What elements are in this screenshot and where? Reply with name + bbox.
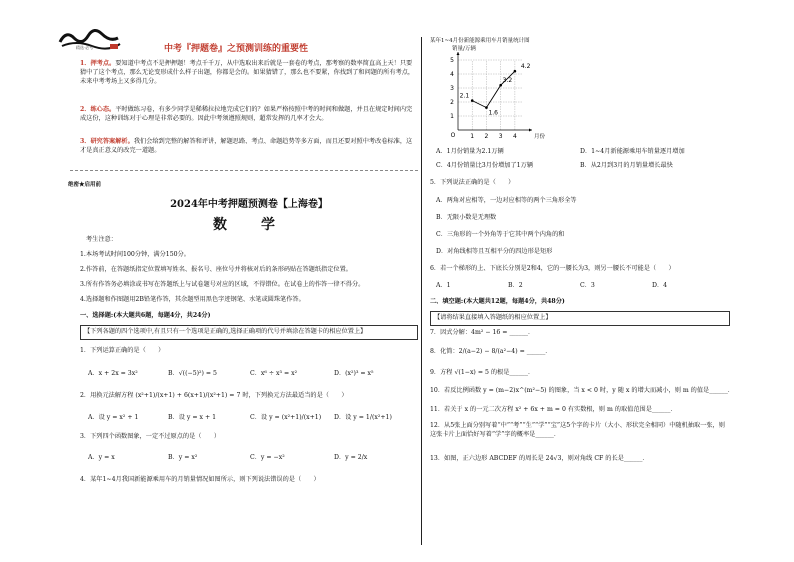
section2-instruction: 【请将结果直接填入答题纸的相应位置上】: [430, 311, 730, 326]
q4-stem: 4．某年1~4月我国新能源乘用车的月销量情况如图所示，则下列说法错误的是（ ）: [80, 476, 320, 483]
q5-opt-b: B．无限小数是无理数: [436, 214, 497, 221]
x-axis-label: 月份: [534, 134, 546, 140]
sales-line-chart: [440, 52, 570, 142]
header-title: 中考『押题卷』之预测训练的重要性: [164, 44, 309, 54]
y-tick-label: 1: [450, 113, 454, 120]
data-point: [499, 84, 502, 87]
origin-label: O: [450, 132, 456, 139]
note-1: 1.本场考试时间100分钟，满分150分。: [80, 251, 190, 258]
q1-opt-a: A．x + 2x = 3x²: [88, 370, 138, 377]
tip-3-text: 我们会给到完整的解答和评讲，解题思路、考点、命题趋势等多方面，而且还要对照中考改卷标准，这才是真正意义的改完一道题。: [80, 138, 413, 154]
note-3: 3.所有作答务必填涂或书写在答题纸上与试卷题号对应的区域，不得错位。在试卷上的作答一律不得分。: [80, 281, 365, 288]
y-tick-label: 4: [450, 71, 454, 78]
q2-opt-b: B．设 y = x + 1: [168, 414, 217, 421]
x-axis-arrow-icon: [529, 129, 532, 132]
x-tick-label: 4: [512, 133, 517, 140]
q3-stem: 3．下列四个函数图象，一定不过原点的是（ ）: [80, 433, 221, 440]
y-tick-label: 2: [450, 99, 454, 106]
notes-title: 考生注意：: [86, 236, 117, 243]
q2-stem: 2．用换元法解方程 (x²+1)/(x+1) + 6(x+1)/(x²+1) = 7 时，下列换元方法最适当的是（ ）: [80, 392, 348, 399]
data-point: [485, 106, 488, 109]
q3-opt-d: D．y = 2/x: [334, 454, 368, 461]
q3-opt-a: A．y = x: [88, 454, 115, 461]
note-2: 2.作答前，在答题纸指定位置填写姓名、报名号、座位号并将核对后的条形码贴在答题纸指定位置。: [80, 266, 352, 273]
x-tick-label: 1: [470, 133, 475, 140]
data-point: [471, 99, 474, 102]
q6-opt-d: D．4: [652, 282, 668, 289]
y-tick-label: 3: [450, 85, 454, 92]
note-4: 4.选择题和作图题用2B铅笔作答，其余题型用黑色字迹钢笔、水笔或圆珠笔作答。: [80, 296, 305, 303]
q7: 7．因式分解：4m² − 16 = ______．: [430, 329, 535, 336]
q10: 10．若反比例函数 y = (m−2)x^(m²−5) 的图象，当 x < 0 时，y 随 x 的增大而减小，则 m 的值是______．: [430, 387, 734, 394]
exam-page: [52, 22, 752, 548]
q5-stem: 5．下列说法正确的是（ ）: [430, 179, 515, 186]
q6-opt-a: A．1: [436, 282, 451, 289]
y-tick-label: 5: [450, 57, 454, 64]
q1-stem: 1．下列运算正确的是（ ）: [80, 347, 165, 354]
tip-2: [80, 106, 416, 124]
q4-opt-b: D．1~4月新能源乘用车销量逐月增加: [580, 148, 685, 155]
tip-1: [80, 60, 416, 87]
q6-opt-b: B．2: [508, 282, 523, 289]
data-label: 4.2: [520, 63, 531, 71]
q5-opt-c: C．三角形的一个外角等于它其中两个内角的和: [436, 231, 565, 238]
q1-opt-c: C．x⁶ ÷ x³ = x²: [250, 370, 298, 377]
y-axis-arrow-icon: [457, 52, 460, 55]
header-divider: [70, 170, 418, 171]
tip-1-label: 1．押考点。: [80, 60, 116, 67]
chart-ylabel: 销量/万辆: [452, 46, 476, 52]
q6-stem: 6．若一个梯形的上、下底长分别是2和4，它的一腰长为3，则另一腰长不可能是（ ）: [430, 265, 675, 272]
exam-title: 2024年中考押题预测卷【上海卷】: [170, 199, 328, 210]
q3-opt-c: C．y = −x²: [250, 454, 285, 461]
section2-title: 二、填空题:(本大题共12题，每题4分，共48分): [430, 298, 565, 305]
data-label: 1.6: [488, 109, 498, 117]
q1-opt-b: B．√((−5)²) = 5: [168, 370, 217, 377]
q8: 8．化简：2/(a−2) − 8/(a²−4) = ______．: [430, 348, 552, 355]
secret-label: 绝密★启用前: [68, 182, 102, 188]
logo-subtext: 精选·必考: [76, 45, 94, 50]
q4-opt-d: B．从2月到3月的月销量增长最快: [580, 162, 673, 169]
q6-opt-c: C．3: [580, 282, 595, 289]
chart-title: 某年1~4月份新能源乘用车月销量统计图: [430, 38, 530, 44]
data-point: [514, 70, 517, 73]
q12: 12．从5张上面分别写着“中”“考”“生”“学”“宝”这5个字的卡片（大小、形状完全相同）中随机抽取一张，则这张卡片上面恰好写着“学”字的概率是______．: [430, 422, 725, 438]
q4-opt-a: A．1月份销量为2.1万辆: [436, 148, 504, 155]
data-label: 2.1: [459, 92, 470, 100]
q1-opt-d: D．(x²)³ = x⁵: [334, 370, 374, 377]
data-label: 3.2: [502, 77, 513, 85]
tip-2-label: 2．练心态。: [80, 106, 116, 113]
x-tick-label: 3: [498, 133, 503, 140]
q4-opt-c: C．4月份销量比3月份增加了1万辆: [436, 162, 533, 169]
q13: 13．如图，正六边形 ABCDEF 的周长是 24√3，则对角线 CF 的长是______．: [430, 455, 649, 462]
q9: 9．方程 √(1−x) = 5 的根是______．: [430, 369, 535, 376]
tip-2-text: 平时做练习卷，有多少同学是稀稀拉拉地完成它们的？如果严格按照中考的时间和做题，并且在规定时间内完成这份，这种训练对于心理是非常必要的。因此中考须遵照规则，超常发挥的几率才会大。: [80, 106, 413, 122]
section1-instruction: 【下列各题的四个选项中,有且只有一个选项是正确的,选择正确项的代号并填涂在答题卡的相应位置上】: [80, 325, 418, 340]
tip-3-label: 3．研究答案解析。: [80, 138, 134, 145]
q11: 11．若关于 x 的一元二次方程 x² + 6x + m = 0 有实数根，则 m 的取值范围是______．: [430, 406, 677, 413]
logo: [56, 26, 126, 52]
q2-opt-a: A．设 y = x² + 1: [88, 414, 139, 421]
tip-3: [80, 138, 416, 156]
q2-opt-c: C．设 y = (x²+1)/(x+1): [250, 414, 322, 421]
q3-opt-b: B．y = x²: [168, 454, 198, 461]
tip-1-text: 要知道中考点不是押押题！考点千千万，从中选取出来后就是一套卷的考点，那考察的数率简直高上天！只要猜中了这个考点，那么无论变形成什么样子出题，你都是会的。如果猜错了，那么也不要紧，你找到了和问题的所有考点，未来中考考场上又多得几分。: [80, 60, 415, 85]
q5-opt-a: A．两角对应相等，一边对应相等的两个三角形全等: [436, 197, 577, 204]
q5-opt-d: D．对角线相等且互相平分的四边形是矩形: [436, 248, 553, 255]
section1-title: 一、选择题:(本大题共6题，每题4分，共24分): [80, 312, 211, 319]
column-divider: [421, 37, 422, 545]
q2-opt-d: D．设 y = 1/(x²+1): [334, 414, 392, 421]
x-tick-label: 2: [484, 133, 489, 140]
subject-title: 数 学: [213, 217, 285, 233]
